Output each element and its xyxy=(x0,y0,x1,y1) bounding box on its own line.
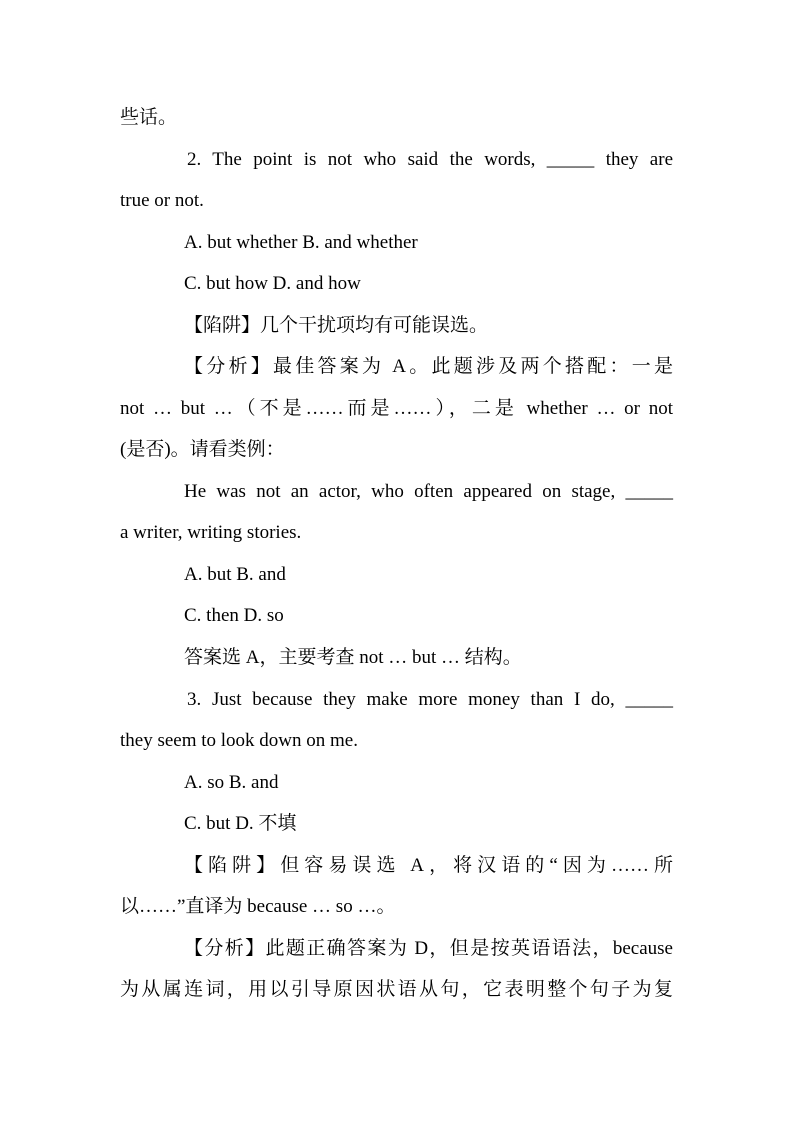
question-2-options-cd: C. but how D. and how xyxy=(184,273,361,294)
question-2-trap: 【陷阱】几个干扰项均有可能误选。 xyxy=(184,315,489,336)
question-2-stem-cont: true or not. xyxy=(120,190,204,211)
question-3-stem: 3. Just because they make more money than I do, _____ xyxy=(187,689,673,710)
question-3-trap: 【陷阱】但容易误选 A，将汉语的“因为……所 xyxy=(184,855,673,876)
example-stem: He was not an actor, who often appeared on stage, _____ xyxy=(184,481,673,502)
question-2-analysis-cont: not … but …（不是……而是……），二是 whether … or not xyxy=(120,398,673,419)
question-3-options-ab: A. so B. and xyxy=(184,772,279,793)
question-3-analysis-cont: 为从属连词，用以引导原因状语从句，它表明整个句子为复 xyxy=(120,979,673,1000)
question-2-analysis: 【分析】最佳答案为 A。此题涉及两个搭配：一是 xyxy=(184,356,673,377)
question-2-stem: 2. The point is not who said the words, _____ they are xyxy=(187,149,673,170)
question-2-analysis-end: (是否)。请看类例： xyxy=(120,439,285,460)
text-line-continuation: 些话。 xyxy=(120,107,178,128)
question-3-analysis: 【分析】此题正确答案为 D，但是按英语语法，because xyxy=(184,938,673,959)
question-3-trap-cont: 以……”直译为 because … so …。 xyxy=(120,896,396,917)
question-2-options-ab: A. but whether B. and whether xyxy=(184,232,418,253)
question-3-stem-cont: they seem to look down on me. xyxy=(120,730,358,751)
example-answer: 答案选 A，主要考查 not … but … 结构。 xyxy=(184,647,522,668)
example-options-ab: A. but B. and xyxy=(184,564,286,585)
example-options-cd: C. then D. so xyxy=(184,605,284,626)
example-stem-cont: a writer, writing stories. xyxy=(120,522,302,543)
question-3-options-cd: C. but D. 不填 xyxy=(184,813,297,834)
